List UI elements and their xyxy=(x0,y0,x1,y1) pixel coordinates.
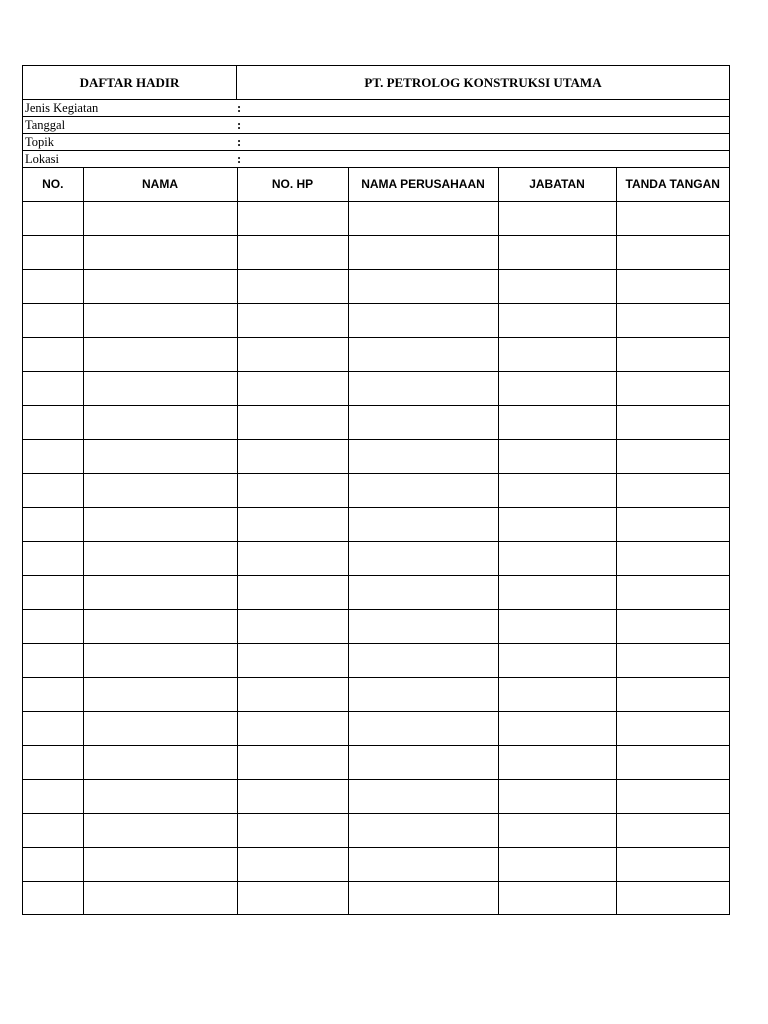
table-row xyxy=(23,609,729,643)
table-row xyxy=(23,235,729,269)
cell-tanda-tangan xyxy=(616,847,729,881)
cell-nama-perusahaan xyxy=(348,371,498,405)
cell-tanda-tangan xyxy=(616,439,729,473)
column-header-tanda-tangan: TANDA TANGAN xyxy=(616,168,729,201)
cell-no-hp xyxy=(237,473,348,507)
cell-nama-perusahaan xyxy=(348,881,498,915)
cell-jabatan xyxy=(498,405,616,439)
cell-no-hp xyxy=(237,507,348,541)
cell-nama xyxy=(83,405,237,439)
cell-nama xyxy=(83,439,237,473)
cell-no xyxy=(23,269,83,303)
cell-no-hp xyxy=(237,609,348,643)
info-label: Jenis Kegiatan xyxy=(25,101,99,115)
cell-tanda-tangan xyxy=(616,473,729,507)
cell-jabatan xyxy=(498,473,616,507)
cell-no-hp xyxy=(237,779,348,813)
cell-no-hp xyxy=(237,745,348,779)
cell-nama xyxy=(83,847,237,881)
cell-no xyxy=(23,711,83,745)
cell-no xyxy=(23,235,83,269)
cell-tanda-tangan xyxy=(616,541,729,575)
cell-no-hp xyxy=(237,847,348,881)
cell-jabatan xyxy=(498,677,616,711)
cell-nama-perusahaan xyxy=(348,643,498,677)
cell-no-hp xyxy=(237,813,348,847)
cell-jabatan xyxy=(498,813,616,847)
table-row xyxy=(23,507,729,541)
cell-jabatan xyxy=(498,745,616,779)
info-separator: : xyxy=(237,101,242,115)
cell-nama-perusahaan xyxy=(348,269,498,303)
cell-no xyxy=(23,813,83,847)
cell-no xyxy=(23,609,83,643)
cell-tanda-tangan xyxy=(616,711,729,745)
cell-nama-perusahaan xyxy=(348,235,498,269)
cell-tanda-tangan xyxy=(616,303,729,337)
cell-no-hp xyxy=(237,405,348,439)
cell-nama xyxy=(83,541,237,575)
cell-no xyxy=(23,507,83,541)
cell-no xyxy=(23,575,83,609)
info-row-jenis-kegiatan xyxy=(23,100,729,117)
column-header-nama: NAMA xyxy=(83,168,237,201)
cell-tanda-tangan xyxy=(616,813,729,847)
cell-tanda-tangan xyxy=(616,779,729,813)
info-row-topik xyxy=(23,134,729,151)
cell-nama xyxy=(83,575,237,609)
table-row xyxy=(23,745,729,779)
cell-nama-perusahaan xyxy=(348,813,498,847)
cell-tanda-tangan xyxy=(616,881,729,915)
cell-no xyxy=(23,541,83,575)
cell-no xyxy=(23,201,83,235)
table-row xyxy=(23,643,729,677)
cell-no xyxy=(23,779,83,813)
table-row xyxy=(23,677,729,711)
cell-no xyxy=(23,473,83,507)
cell-nama xyxy=(83,711,237,745)
cell-nama-perusahaan xyxy=(348,337,498,371)
cell-tanda-tangan xyxy=(616,337,729,371)
cell-nama xyxy=(83,677,237,711)
cell-jabatan xyxy=(498,507,616,541)
cell-no-hp xyxy=(237,201,348,235)
cell-nama-perusahaan xyxy=(348,779,498,813)
table-row xyxy=(23,371,729,405)
cell-nama-perusahaan xyxy=(348,711,498,745)
cell-no-hp xyxy=(237,371,348,405)
cell-nama-perusahaan xyxy=(348,303,498,337)
cell-no-hp xyxy=(237,677,348,711)
cell-jabatan xyxy=(498,881,616,915)
cell-nama-perusahaan xyxy=(348,575,498,609)
cell-no xyxy=(23,337,83,371)
table-row xyxy=(23,337,729,371)
cell-nama xyxy=(83,201,237,235)
cell-nama xyxy=(83,813,237,847)
cell-jabatan xyxy=(498,643,616,677)
cell-nama xyxy=(83,881,237,915)
cell-jabatan xyxy=(498,575,616,609)
cell-tanda-tangan xyxy=(616,201,729,235)
cell-nama-perusahaan xyxy=(348,507,498,541)
cell-jabatan xyxy=(498,201,616,235)
cell-jabatan xyxy=(498,303,616,337)
cell-tanda-tangan xyxy=(616,677,729,711)
table-row xyxy=(23,541,729,575)
cell-nama-perusahaan xyxy=(348,609,498,643)
cell-tanda-tangan xyxy=(616,269,729,303)
table-row xyxy=(23,813,729,847)
cell-no xyxy=(23,881,83,915)
document-title: DAFTAR HADIR xyxy=(23,66,237,99)
cell-tanda-tangan xyxy=(616,575,729,609)
cell-nama-perusahaan xyxy=(348,473,498,507)
info-row-tanggal xyxy=(23,117,729,134)
cell-jabatan xyxy=(498,269,616,303)
cell-nama xyxy=(83,235,237,269)
cell-jabatan xyxy=(498,235,616,269)
cell-nama-perusahaan xyxy=(348,745,498,779)
cell-no-hp xyxy=(237,575,348,609)
cell-jabatan xyxy=(498,847,616,881)
info-separator: : xyxy=(237,135,242,149)
cell-no xyxy=(23,643,83,677)
cell-tanda-tangan xyxy=(616,371,729,405)
table-body xyxy=(23,201,729,915)
cell-nama xyxy=(83,337,237,371)
cell-jabatan xyxy=(498,609,616,643)
cell-nama xyxy=(83,371,237,405)
table-row xyxy=(23,881,729,915)
cell-nama xyxy=(83,473,237,507)
cell-jabatan xyxy=(498,337,616,371)
cell-nama xyxy=(83,609,237,643)
cell-tanda-tangan xyxy=(616,235,729,269)
cell-no-hp xyxy=(237,711,348,745)
table-row xyxy=(23,711,729,745)
cell-no xyxy=(23,847,83,881)
cell-nama xyxy=(83,745,237,779)
cell-no-hp xyxy=(237,337,348,371)
table-row xyxy=(23,269,729,303)
column-header-no-hp: NO. HP xyxy=(237,168,348,201)
cell-nama-perusahaan xyxy=(348,677,498,711)
cell-no-hp xyxy=(237,269,348,303)
cell-nama-perusahaan xyxy=(348,405,498,439)
cell-nama xyxy=(83,643,237,677)
cell-jabatan xyxy=(498,711,616,745)
attendance-table xyxy=(23,168,729,915)
table-row xyxy=(23,303,729,337)
company-name: PT. PETROLOG KONSTRUKSI UTAMA xyxy=(364,74,602,90)
cell-tanda-tangan xyxy=(616,405,729,439)
sheet-header xyxy=(23,66,729,100)
cell-no-hp xyxy=(237,541,348,575)
table-header-row xyxy=(23,168,729,201)
cell-jabatan xyxy=(498,439,616,473)
cell-nama xyxy=(83,303,237,337)
table-row xyxy=(23,439,729,473)
cell-no-hp xyxy=(237,235,348,269)
cell-no xyxy=(23,405,83,439)
cell-jabatan xyxy=(498,779,616,813)
cell-no xyxy=(23,371,83,405)
cell-no xyxy=(23,677,83,711)
cell-nama-perusahaan xyxy=(348,847,498,881)
cell-nama xyxy=(83,779,237,813)
info-separator: : xyxy=(237,118,242,132)
cell-jabatan xyxy=(498,371,616,405)
column-header-no: NO. xyxy=(23,168,83,201)
info-row-lokasi xyxy=(23,151,729,168)
cell-tanda-tangan xyxy=(616,745,729,779)
table-row xyxy=(23,575,729,609)
cell-nama-perusahaan xyxy=(348,439,498,473)
info-label: Topik xyxy=(25,135,54,149)
info-label: Lokasi xyxy=(25,152,60,166)
cell-no-hp xyxy=(237,303,348,337)
table-row xyxy=(23,779,729,813)
table-row xyxy=(23,847,729,881)
cell-no xyxy=(23,439,83,473)
info-label: Tanggal xyxy=(25,118,66,132)
cell-tanda-tangan xyxy=(616,609,729,643)
cell-nama xyxy=(83,269,237,303)
column-header-nama-perusahaan: NAMA PERUSAHAAN xyxy=(348,168,498,201)
table-row xyxy=(23,473,729,507)
cell-no-hp xyxy=(237,439,348,473)
cell-nama-perusahaan xyxy=(348,201,498,235)
cell-no xyxy=(23,303,83,337)
table-row xyxy=(23,201,729,235)
cell-tanda-tangan xyxy=(616,507,729,541)
cell-no-hp xyxy=(237,643,348,677)
cell-no xyxy=(23,745,83,779)
cell-nama-perusahaan xyxy=(348,541,498,575)
cell-tanda-tangan xyxy=(616,643,729,677)
info-separator: : xyxy=(237,152,242,166)
attendance-sheet xyxy=(22,65,730,915)
cell-no-hp xyxy=(237,881,348,915)
table-row xyxy=(23,405,729,439)
cell-jabatan xyxy=(498,541,616,575)
column-header-jabatan: JABATAN xyxy=(498,168,616,201)
cell-nama xyxy=(83,507,237,541)
